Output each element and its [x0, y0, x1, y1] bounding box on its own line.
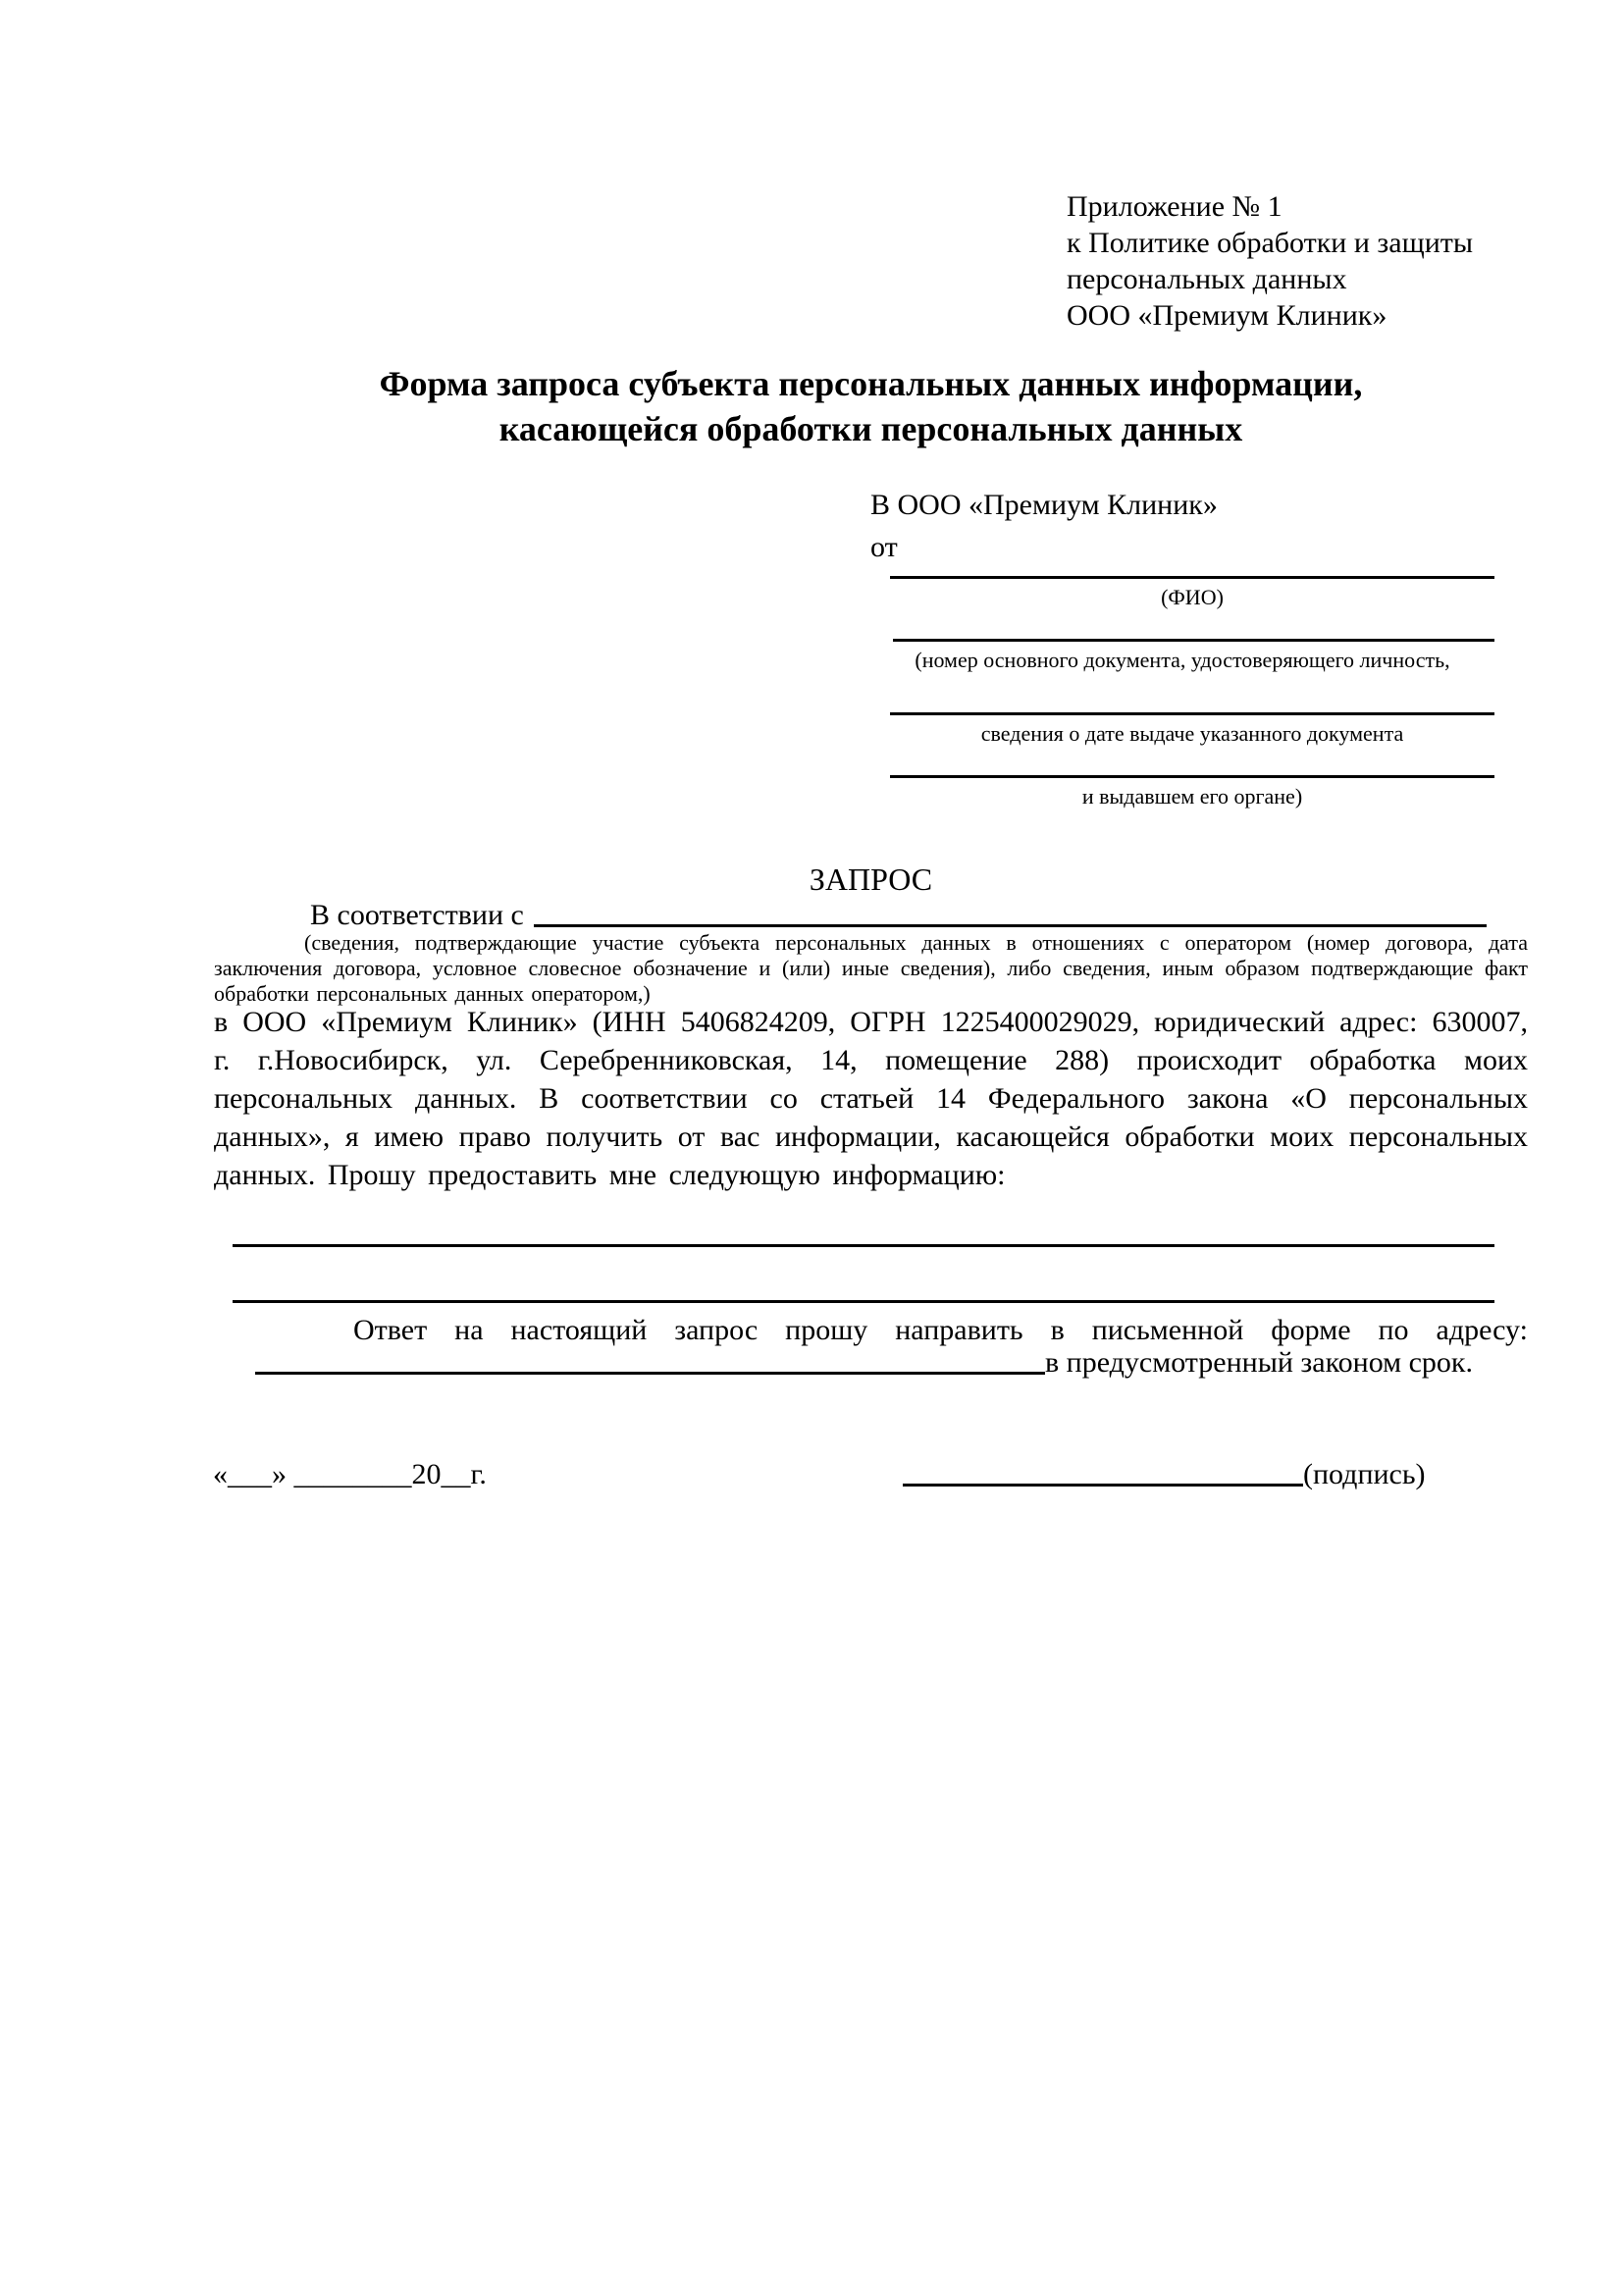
addressee-company: В ООО «Премиум Клиник»	[870, 489, 1218, 521]
information-blank-line-1	[233, 1244, 1494, 1247]
date-placeholder: «___» ________20__г.	[213, 1458, 487, 1490]
form-title-line-2: касающейся обработки персональных данных	[498, 409, 1243, 448]
fio-caption: (ФИО)	[1161, 585, 1224, 609]
document-number-caption: (номер основного документа, удостоверяющего личность,	[915, 648, 1450, 672]
appendix-header-line-3: персональных данных	[1067, 263, 1347, 295]
document-number-blank-line	[893, 639, 1494, 642]
addressee-from-label: от	[870, 531, 898, 563]
appendix-header	[1067, 188, 1473, 334]
accordance-prefix: В соответствии с	[310, 899, 524, 931]
address-blank-line	[255, 1372, 1045, 1375]
form-title-line-1: Форма запроса субъекта персональных данных информации,	[379, 364, 1363, 403]
form-title	[214, 361, 1528, 451]
appendix-header-line-1: Приложение № 1	[1067, 190, 1283, 223]
issue-date-caption: сведения о дате выдаче указанного документа	[980, 721, 1404, 746]
fio-blank-line	[890, 576, 1494, 579]
signature-caption: (подпись)	[1303, 1458, 1426, 1490]
request-body-paragraph: в ООО «Премиум Клиник» (ИНН 5406824209, ОГРН 1225400029029, юридический адрес: 630007, г. г.Новосибирск, ул. Серебренниковская, 14, помещение 288) происходит обработка моих персональных данных. В соответствии со статьей 14 Федерального закона «О персональных данных», я имею право получить от вас информации, касающейся обработки моих персональных данных. Прошу предоставить мне следующую информацию:	[214, 1006, 1528, 1191]
answer-request-line: Ответ на настоящий запрос прошу направить в письменной форме по адресу:	[353, 1314, 1528, 1346]
answer-suffix: в предусмотренный законом срок.	[1045, 1346, 1473, 1379]
issue-date-blank-line	[890, 712, 1494, 715]
appendix-header-line-4: ООО «Премиум Клиник»	[1067, 299, 1387, 332]
information-blank-line-2	[233, 1300, 1494, 1303]
accordance-note: (сведения, подтверждающие участие субъекта персональных данных в отношениях с оператором (номер договора, дата заключения договора, условное словесное обозначение и (или) иные сведения), либо сведения, иным образом подтверждающие факт обработки персональных данных оператором,)	[214, 930, 1528, 1006]
signature-blank-line	[903, 1484, 1303, 1487]
accordance-blank-line	[534, 924, 1487, 927]
appendix-header-line-2: к Политике обработки и защиты	[1067, 227, 1474, 259]
request-heading: ЗАПРОС	[809, 861, 933, 897]
issuing-authority-blank-line	[890, 775, 1494, 778]
issuing-authority-caption: и выдавшем его органе)	[1081, 784, 1303, 809]
accordance-row	[214, 899, 1487, 932]
